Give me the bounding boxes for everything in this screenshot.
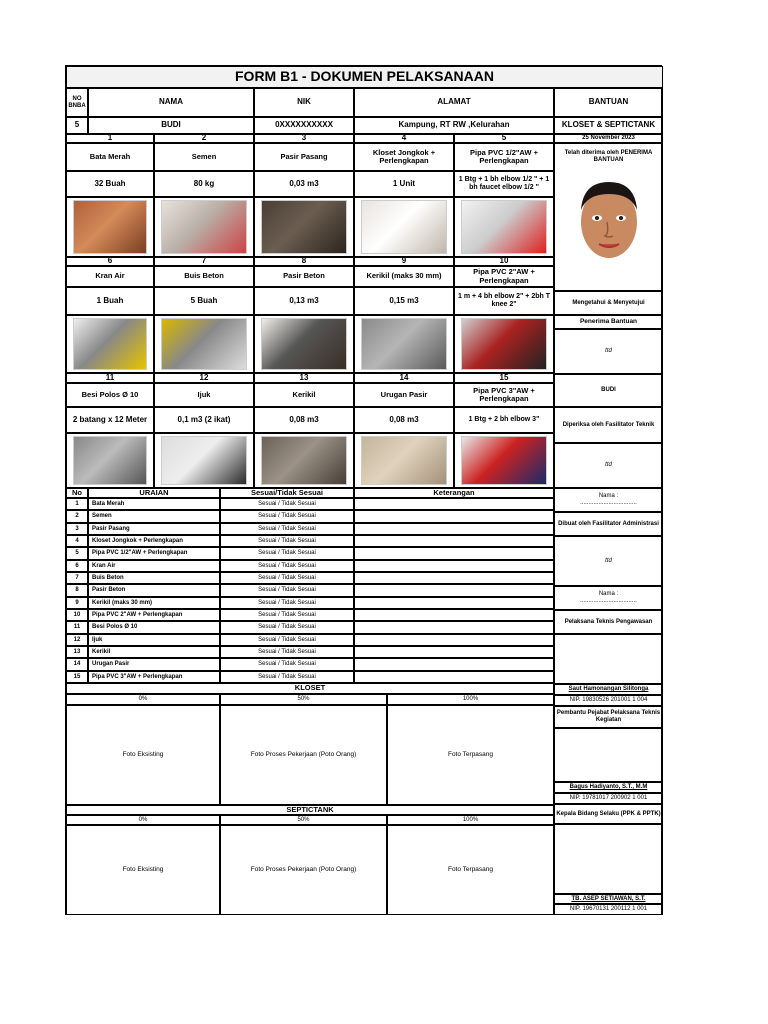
side-checked: Diperiksa oleh Fasilitator Teknik — [554, 407, 663, 443]
checklist-row-status: Sesuai / Tidak Sesuai — [220, 658, 354, 670]
checklist-row-no: 4 — [66, 535, 88, 547]
material-name: Ijuk — [154, 383, 254, 407]
checklist-row-item: Kran Air — [88, 560, 220, 572]
header-no-label: NO BNBA — [66, 88, 88, 117]
material-name: Semen — [154, 143, 254, 171]
material-photo-cell — [354, 315, 454, 373]
checklist-row-item: Bata Merah — [88, 498, 220, 510]
kloset-title: KLOSET — [66, 683, 554, 694]
material-number: 3 — [254, 134, 354, 143]
side-p2-name: Bagus Hadiyanto, S.T., M.M — [554, 782, 663, 793]
material-number: 12 — [154, 373, 254, 383]
material-number: 6 — [66, 257, 154, 266]
material-photo — [261, 436, 347, 485]
checklist-row-no: 2 — [66, 510, 88, 522]
septic-title: SEPTICTANK — [66, 805, 554, 815]
material-name: Pipa PVC 3"AW + Perlengkapan — [454, 383, 554, 407]
side-p2-nip: NIP. 19781017 200902 1 001 — [554, 793, 663, 804]
material-quantity: 0,08 m3 — [254, 407, 354, 433]
checklist-row-status: Sesuai / Tidak Sesuai — [220, 671, 354, 683]
material-quantity: 1 Btg + 2 bh elbow 3" — [454, 407, 554, 433]
material-photo-cell — [254, 433, 354, 488]
checklist-row-status: Sesuai / Tidak Sesuai — [220, 560, 354, 572]
side-sign-space-2 — [554, 728, 663, 782]
material-name: Pasir Pasang — [254, 143, 354, 171]
side-pelaksana: Pelaksana Teknis Pengawasan — [554, 610, 663, 634]
material-quantity: 0,13 m3 — [254, 287, 354, 315]
side-nama2: Nama : — [598, 591, 619, 598]
checklist-row-keterangan — [354, 584, 554, 596]
material-quantity: 0,1 m3 (2 ikat) — [154, 407, 254, 433]
material-number: 15 — [454, 373, 554, 383]
material-name: Buis Beton — [154, 266, 254, 287]
side-budi: BUDI — [554, 374, 663, 407]
material-photo — [161, 200, 247, 254]
material-name: Kerikil (maks 30 mm) — [354, 266, 454, 287]
material-photo-cell — [154, 197, 254, 257]
checklist-row-item: Pipa PVC 1/2"AW + Perlengkapan — [88, 547, 220, 559]
septic-foto-eksisting: Foto Eksisting — [66, 825, 220, 915]
page-title: FORM B1 - DOKUMEN PELAKSANAAN — [66, 66, 663, 88]
material-quantity: 80 kg — [154, 171, 254, 197]
checklist-row-no: 9 — [66, 597, 88, 609]
side-dots1: .................................. — [580, 500, 637, 506]
material-number: 2 — [154, 134, 254, 143]
side-received: Telah diterima oleh PENERIMA BANTUAN — [564, 150, 653, 163]
checklist-row-keterangan — [354, 547, 554, 559]
material-photo-cell — [254, 197, 354, 257]
material-quantity: 2 batang x 12 Meter — [66, 407, 154, 433]
material-photo — [461, 436, 547, 485]
material-quantity: 0,08 m3 — [354, 407, 454, 433]
material-name: Besi Polos Ø 10 — [66, 383, 154, 407]
checklist-row-item: Pasir Beton — [88, 584, 220, 596]
checklist-row-item: Besi Polos Ø 10 — [88, 621, 220, 633]
side-p3-nip: NIP. 19670131 200112 1 001 — [554, 904, 663, 915]
checklist-row-keterangan — [354, 646, 554, 658]
septic-0: 0% — [66, 815, 220, 825]
material-photo-cell — [454, 315, 554, 373]
avatar — [573, 176, 645, 264]
side-pembantu: Pembantu Pejabat Pelaksana Teknis Kegiatan — [554, 706, 663, 728]
material-number: 7 — [154, 257, 254, 266]
checklist-row-item: Ijuk — [88, 634, 220, 646]
material-number: 13 — [254, 373, 354, 383]
checklist-row-status: Sesuai / Tidak Sesuai — [220, 498, 354, 510]
material-name: Pipa PVC 2"AW + Perlengkapan — [454, 266, 554, 287]
checklist-row-no: 14 — [66, 658, 88, 670]
septic-foto-proses: Foto Proses Pekerjaan (Poto Orang) — [220, 825, 387, 915]
material-name: Kloset Jongkok + Perlengkapan — [354, 143, 454, 171]
side-nama1: Nama : — [598, 493, 619, 500]
checklist-row-status: Sesuai / Tidak Sesuai — [220, 584, 354, 596]
checklist-row-item: Kerikil (maks 30 mm) — [88, 597, 220, 609]
side-date: 25 November 2023 — [554, 134, 663, 143]
material-quantity: 1 Buah — [66, 287, 154, 315]
checklist-row-status: Sesuai / Tidak Sesuai — [220, 597, 354, 609]
header-bantuan-value: KLOSET & SEPTICTANK — [554, 117, 663, 134]
septic-foto-terpasang: Foto Terpasang — [387, 825, 554, 915]
checklist-row-item: Kloset Jongkok + Perlengkapan — [88, 535, 220, 547]
side-made: Dibuat oleh Fasilitator Administrasi — [554, 512, 663, 536]
checklist-row-status: Sesuai / Tidak Sesuai — [220, 510, 354, 522]
kloset-50: 50% — [220, 694, 387, 705]
checklist-row-item: Urugan Pasir — [88, 658, 220, 670]
checklist-row-no: 5 — [66, 547, 88, 559]
checklist-row-keterangan — [354, 510, 554, 522]
septic-100: 100% — [387, 815, 554, 825]
material-photo — [261, 200, 347, 254]
kloset-100: 100% — [387, 694, 554, 705]
material-photo-cell — [66, 433, 154, 488]
material-name: Pipa PVC 1/2"AW + Perlengkapan — [454, 143, 554, 171]
material-photo — [361, 318, 447, 370]
checklist-row-status: Sesuai / Tidak Sesuai — [220, 523, 354, 535]
form-sheet — [65, 65, 662, 915]
header-no-value: 5 — [66, 117, 88, 134]
material-name: Bata Merah — [66, 143, 154, 171]
material-photo — [461, 200, 547, 254]
checklist-row-keterangan — [354, 535, 554, 547]
side-sign-space-1 — [554, 634, 663, 684]
material-quantity: 0,03 m3 — [254, 171, 354, 197]
material-quantity: 1 Unit — [354, 171, 454, 197]
checklist-row-no: 6 — [66, 560, 88, 572]
material-number: 9 — [354, 257, 454, 266]
material-photo-cell — [154, 315, 254, 373]
side-nama2-box — [554, 586, 663, 610]
header-nik-label: NIK — [254, 88, 354, 117]
side-penerima: Penerima Bantuan — [554, 315, 663, 329]
side-nama1-box — [554, 488, 663, 512]
side-p3-name: TB. ASEP SETIAWAN, S.T. — [554, 894, 663, 904]
kloset-foto-terpasang: Foto Terpasang — [387, 705, 554, 805]
checklist-row-status: Sesuai / Tidak Sesuai — [220, 572, 354, 584]
checklist-row-no: 7 — [66, 572, 88, 584]
checklist-row-keterangan — [354, 671, 554, 683]
material-photo — [161, 318, 247, 370]
checklist-header-keterangan: Keterangan — [354, 488, 554, 498]
material-number: 1 — [66, 134, 154, 143]
kloset-foto-proses: Foto Proses Pekerjaan (Poto Orang) — [220, 705, 387, 805]
material-quantity: 5 Buah — [154, 287, 254, 315]
checklist-row-item: Pasir Pasang — [88, 523, 220, 535]
checklist-header-sesuai: Sesuai/Tidak Sesuai — [220, 488, 354, 498]
material-photo — [73, 200, 147, 254]
side-p1-nip: NIP. 19830526 201001 1 004 — [554, 695, 663, 706]
checklist-row-no: 15 — [66, 671, 88, 683]
checklist-row-no: 3 — [66, 523, 88, 535]
side-approve: Mengetahui & Menyetujui — [554, 291, 663, 315]
material-photo-cell — [254, 315, 354, 373]
side-ttd1: ttd — [554, 329, 663, 374]
checklist-row-keterangan — [354, 597, 554, 609]
material-photo — [161, 436, 247, 485]
checklist-row-keterangan — [354, 498, 554, 510]
material-photo — [361, 436, 447, 485]
material-quantity: 1 Btg + 1 bh elbow 1/2 " + 1 bh faucet elbow 1/2 " — [454, 171, 554, 197]
material-photo-cell — [354, 433, 454, 488]
material-photo — [73, 436, 147, 485]
material-photo-cell — [66, 315, 154, 373]
header-alamat-label: ALAMAT — [354, 88, 554, 117]
material-name: Kran Air — [66, 266, 154, 287]
septic-50: 50% — [220, 815, 387, 825]
checklist-row-status: Sesuai / Tidak Sesuai — [220, 535, 354, 547]
checklist-row-item: Pipa PVC 3"AW + Perlengkapan — [88, 671, 220, 683]
checklist-row-no: 13 — [66, 646, 88, 658]
material-photo — [261, 318, 347, 370]
material-quantity: 0,15 m3 — [354, 287, 454, 315]
material-number: 5 — [454, 134, 554, 143]
material-photo — [361, 200, 447, 254]
material-quantity: 32 Buah — [66, 171, 154, 197]
checklist-row-keterangan — [354, 634, 554, 646]
checklist-row-status: Sesuai / Tidak Sesuai — [220, 609, 354, 621]
checklist-row-no: 10 — [66, 609, 88, 621]
checklist-row-no: 12 — [66, 634, 88, 646]
material-photo-cell — [354, 197, 454, 257]
checklist-row-no: 8 — [66, 584, 88, 596]
material-photo — [461, 318, 547, 370]
header-bantuan-label: BANTUAN — [554, 88, 663, 117]
side-sign-space-3 — [554, 824, 663, 894]
checklist-row-keterangan — [354, 658, 554, 670]
checklist-row-status: Sesuai / Tidak Sesuai — [220, 621, 354, 633]
header-nik-value: 0XXXXXXXXXX — [254, 117, 354, 134]
checklist-header-no: No — [66, 488, 88, 498]
material-quantity: 1 m + 4 bh elbow 2" + 2bh T knee 2" — [454, 287, 554, 315]
checklist-header-uraian: URAIAN — [88, 488, 220, 498]
side-dots2: .................................. — [580, 598, 637, 604]
material-number: 8 — [254, 257, 354, 266]
checklist-row-keterangan — [354, 609, 554, 621]
checklist-row-item: Buis Beton — [88, 572, 220, 584]
material-number: 14 — [354, 373, 454, 383]
header-alamat-value: Kampung, RT RW ,Kelurahan — [354, 117, 554, 134]
material-name: Urugan Pasir — [354, 383, 454, 407]
checklist-row-item: Semen — [88, 510, 220, 522]
material-number: 4 — [354, 134, 454, 143]
material-photo-cell — [66, 197, 154, 257]
checklist-row-item: Kerikil — [88, 646, 220, 658]
material-number: 11 — [66, 373, 154, 383]
side-kepala: Kepala Bidang Selaku (PPK & PPTK) — [554, 804, 663, 824]
checklist-row-keterangan — [354, 572, 554, 584]
checklist-row-status: Sesuai / Tidak Sesuai — [220, 634, 354, 646]
material-photo — [73, 318, 147, 370]
header-nama-value: BUDI — [88, 117, 254, 134]
material-photo-cell — [454, 433, 554, 488]
checklist-row-status: Sesuai / Tidak Sesuai — [220, 646, 354, 658]
checklist-row-keterangan — [354, 560, 554, 572]
side-ttd3: ttd — [554, 536, 663, 586]
checklist-row-status: Sesuai / Tidak Sesuai — [220, 547, 354, 559]
kloset-foto-eksisting: Foto Eksisting — [66, 705, 220, 805]
kloset-0: 0% — [66, 694, 220, 705]
side-ttd2: ttd — [554, 443, 663, 488]
material-name: Kerikil — [254, 383, 354, 407]
material-photo-cell — [154, 433, 254, 488]
side-p1-name: Saut Hamonangan Silitonga — [554, 684, 663, 695]
material-name: Pasir Beton — [254, 266, 354, 287]
header-nama-label: NAMA — [88, 88, 254, 117]
checklist-row-no: 11 — [66, 621, 88, 633]
checklist-row-item: Pipa PVC 2"AW + Perlengkapan — [88, 609, 220, 621]
material-photo-cell — [454, 197, 554, 257]
checklist-row-no: 1 — [66, 498, 88, 510]
side-received-box — [554, 143, 663, 291]
material-number: 10 — [454, 257, 554, 266]
checklist-row-keterangan — [354, 621, 554, 633]
checklist-row-keterangan — [354, 523, 554, 535]
